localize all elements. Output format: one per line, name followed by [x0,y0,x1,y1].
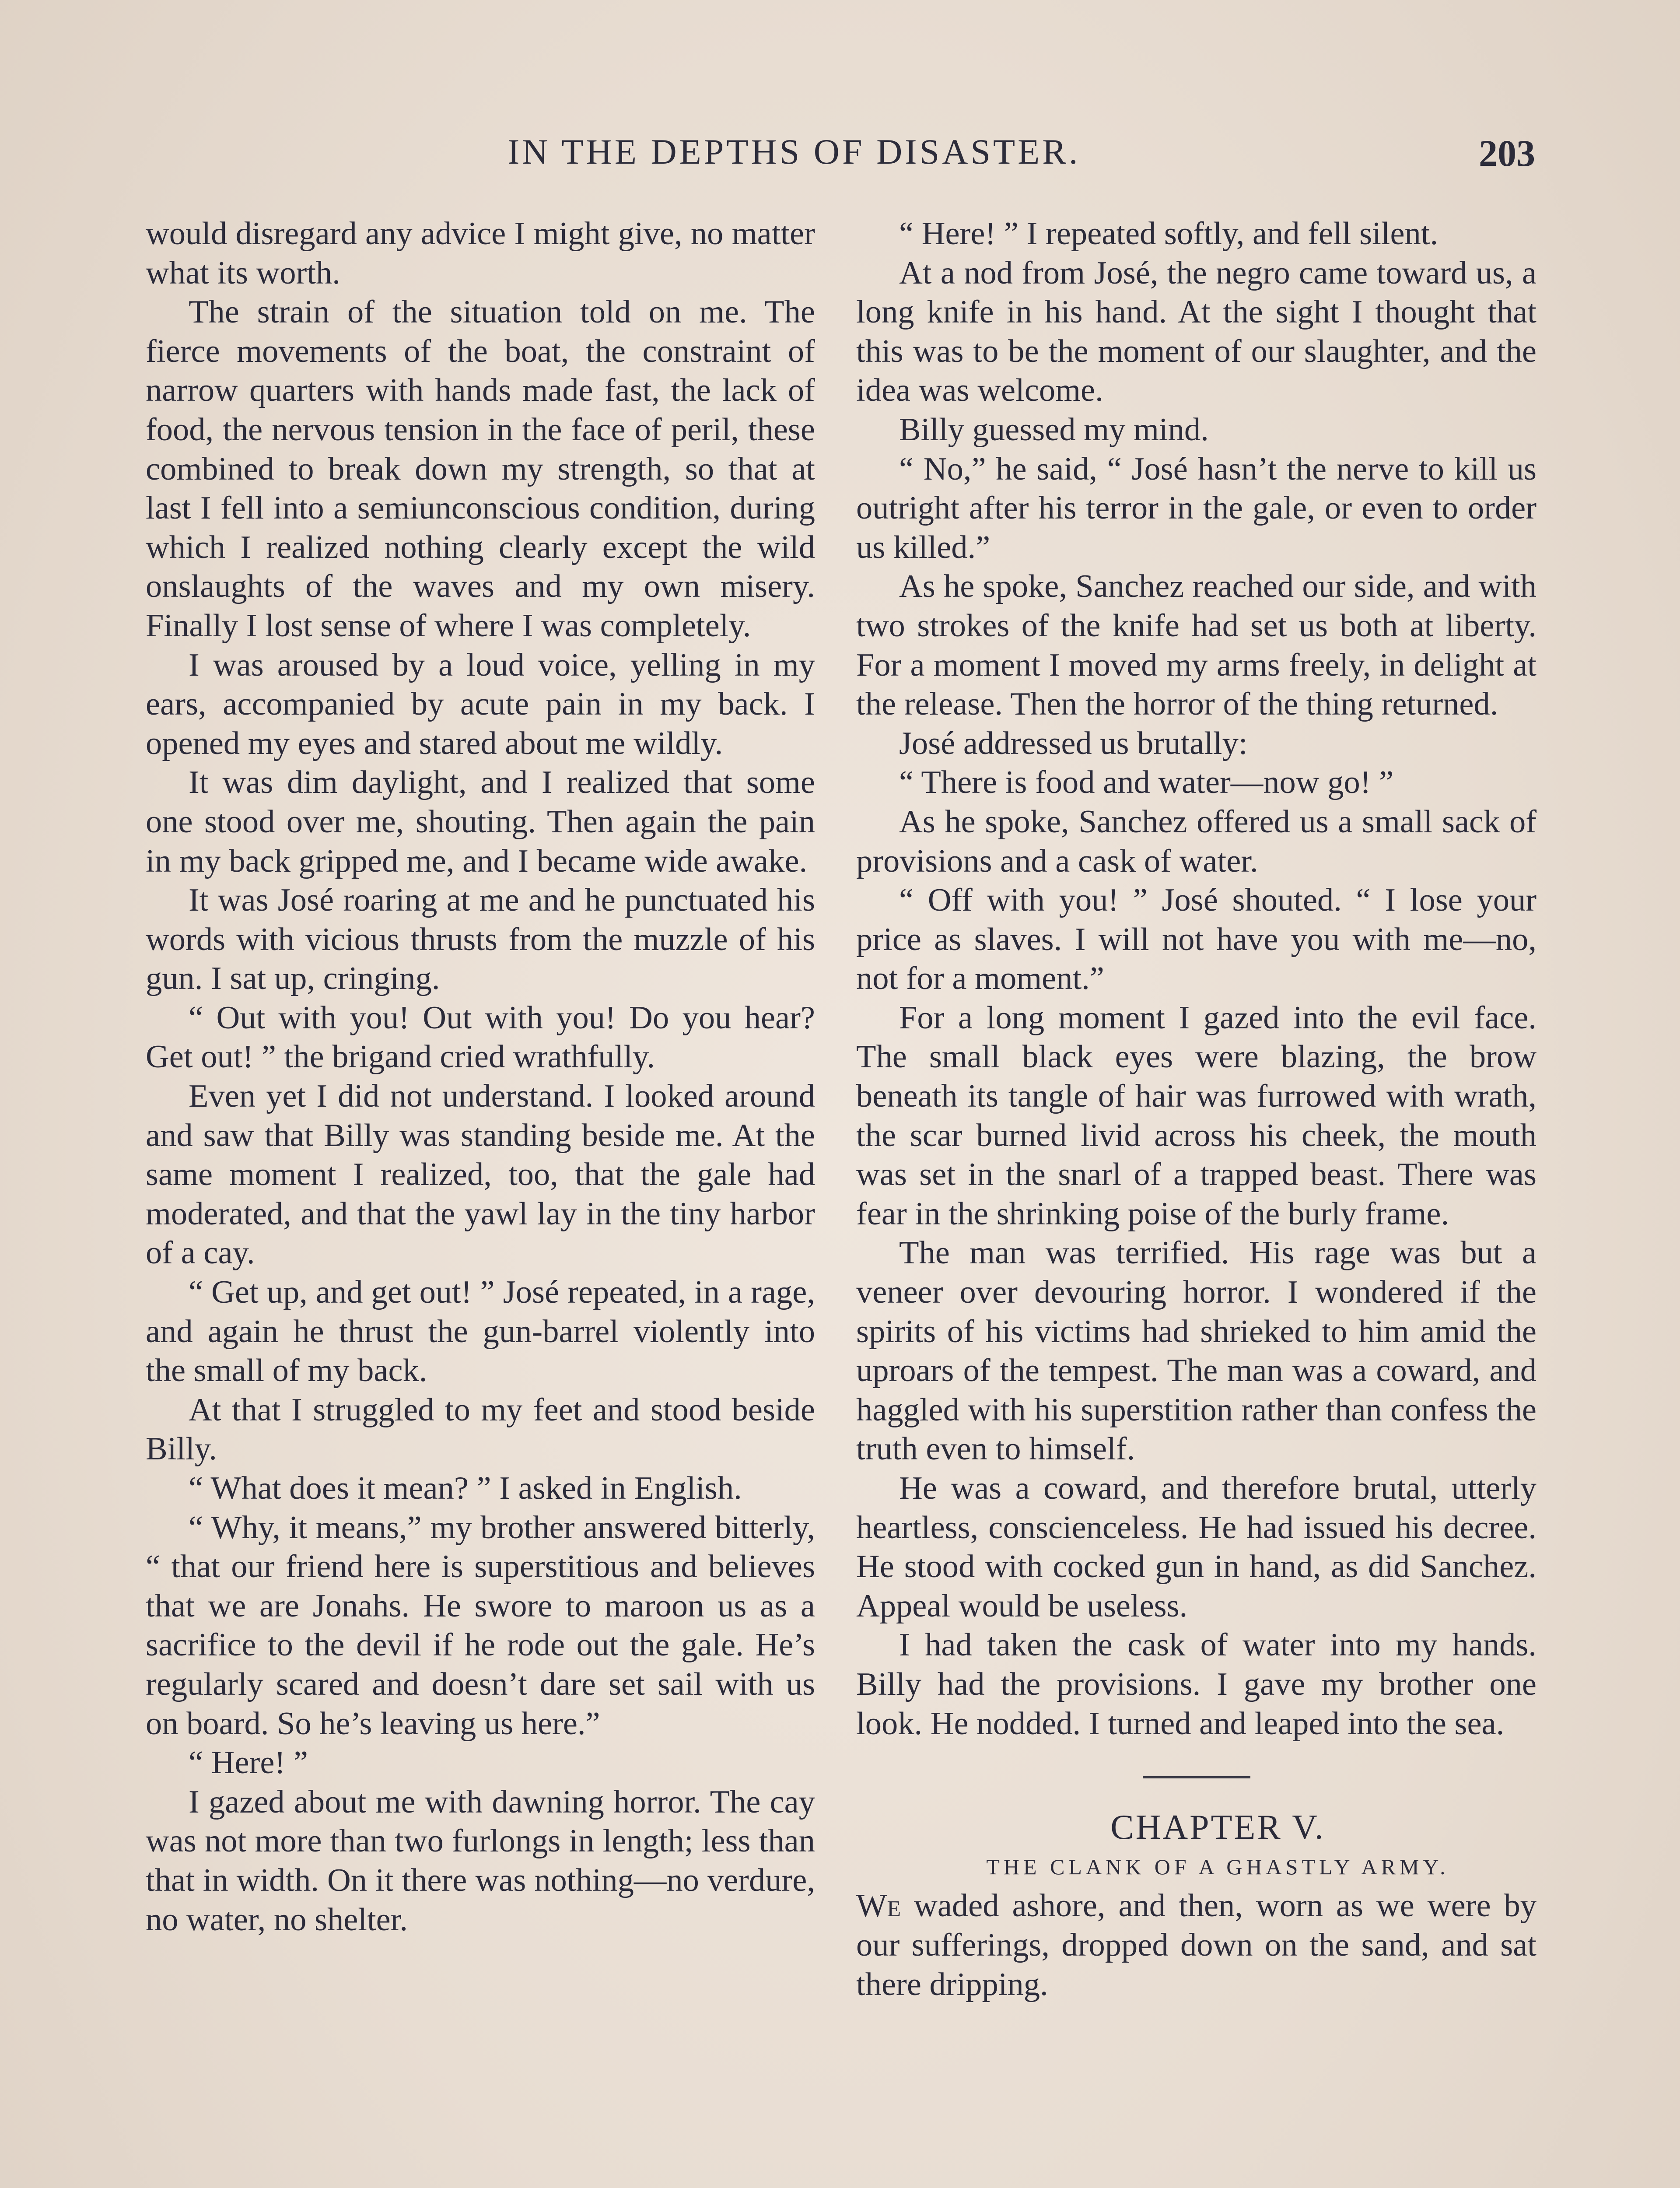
page-number: 203 [1479,132,1535,174]
chapter-opening-word: We [856,1888,901,1924]
paragraph: I gazed about me with dawning horror. The cay was not more than two furlongs in length; less than that in width. On it there was nothing—no verdure, no water, no shelter. [146,1784,815,1938]
chapter-divider-rule [1143,1776,1250,1778]
paragraph: “ Here! ” [189,1745,308,1781]
left-text-column [146,214,815,1939]
paragraph: He was a coward, and therefore brutal, utterly heartless, conscienceless. He had issued his decree. He stood with cocked gun in hand, as did Sanchez. Appeal would be useless. [856,1470,1536,1624]
paragraph: As he spoke, Sanchez offered us a small sack of provisions and a cask of water. [856,803,1536,879]
right-text-column [856,214,1536,2004]
paragraph: I was aroused by a loud voice, yelling in my ears, accompanied by acute pain in my back. I opened my eyes and stared about me wildly. [146,647,815,761]
paragraph: As he spoke, Sanchez reached our side, and with two strokes of the knife had set us both at liberty. For a moment I moved my arms freely, in delight at the release. Then the horror of the thing returned. [856,568,1536,722]
paragraph: I had taken the cask of water into my hands. Billy had the provisions. I gave my brother one look. He nodded. I turned and leaped into the sea. [856,1627,1536,1742]
paragraph: “ Get up, and get out! ” José repeated, in a rage, and again he thrust the gun-barrel violently into the small of my back. [146,1274,815,1389]
chapter-subtitle: THE CLANK OF A GHASTLY ARMY. [986,1854,1449,1879]
paragraph: The strain of the situation told on me. The fierce movements of the boat, the constraint of narrow quarters with hands made fast, the lack of food, the nervous tension in the face of peril, these combined to break down my strength, so that at last I fell into a semiunconscious condition, during which I realized nothing clearly except the wild onslaughts of the waves and my own misery. Finally I lost sense of where I was completely. [146,294,815,644]
paragraph: Even yet I did not understand. I looked around and saw that Billy was standing beside me. At the same moment I realized, too, that the gale had moderated, and that the yawl lay in the tiny harbor of a cay. [146,1078,815,1271]
paragraph: At a nod from José, the negro came toward us, a long knife in his hand. At the sight I thought that this was to be the moment of our slaughter, and the idea was welcome. [856,255,1536,409]
paragraph: would disregard any advice I might give, no matter what its worth. [146,216,815,291]
paragraph: “ There is food and water—now go! ” [899,764,1394,801]
chapter-opening-text: waded ashore, and then, worn as we were by our sufferings, dropped down on the sand, and sat there dripping. [856,1888,1536,2002]
paragraph: “ No,” he said, “ José hasn’t the nerve to kill us outright after his terror in the gale, or even to order us killed.” [856,451,1536,565]
chapter-opening-paragraph [856,1886,1536,2004]
paragraph: For a long moment I gazed into the evil face. The small black eyes were blazing, the brow beneath its tangle of hair was furrowed with wrath, the scar burned livid across his cheek, the mouth was set in the snarl of a trapped beast. There was fear in the shrinking poise of the burly frame. [856,999,1536,1232]
paragraph: Billy guessed my mind. [899,411,1209,448]
paragraph: “ Why, it means,” my brother answered bitterly, “ that our friend here is superstitious and believes that we are Jonahs. He swore to maroon us as a sacrifice to the devil if he rode out the gale. He’s regularly scared and doesn’t dare set sail with us on board. So he’s leaving us here.” [146,1509,815,1742]
paragraph: “ Out with you! Out with you! Do you hear? Get out! ” the brigand cried wrathfully. [146,999,815,1075]
chapter-title: CHAPTER V. [1110,1808,1325,1847]
paragraph: The man was terrified. His rage was but a veneer over devouring horror. I wondered if the spirits of his victims had shrieked to him amid the uproars of the tempest. The man was a coward, and haggled with his superstition rather than confess the truth even to himself. [856,1235,1536,1467]
paragraph: José addressed us brutally: [899,725,1248,761]
paragraph: At that I struggled to my feet and stood beside Billy. [146,1392,815,1467]
paragraph: It was dim daylight, and I realized that some one stood over me, shouting. Then again the pain in my back gripped me, and I became wide awake. [146,764,815,879]
paragraph: “ Off with you! ” José shouted. “ I lose your price as slaves. I will not have you with me—no, not for a moment.” [856,882,1536,997]
running-title: IN THE DEPTHS OF DISASTER. [508,132,1081,172]
paragraph: “ Here! ” I repeated softly, and fell silent. [899,216,1438,252]
paragraph: “ What does it mean? ” I asked in English. [189,1470,742,1506]
paragraph: It was José roaring at me and he punctuated his words with vicious thrusts from the muzzle of his gun. I sat up, cringing. [146,882,815,997]
